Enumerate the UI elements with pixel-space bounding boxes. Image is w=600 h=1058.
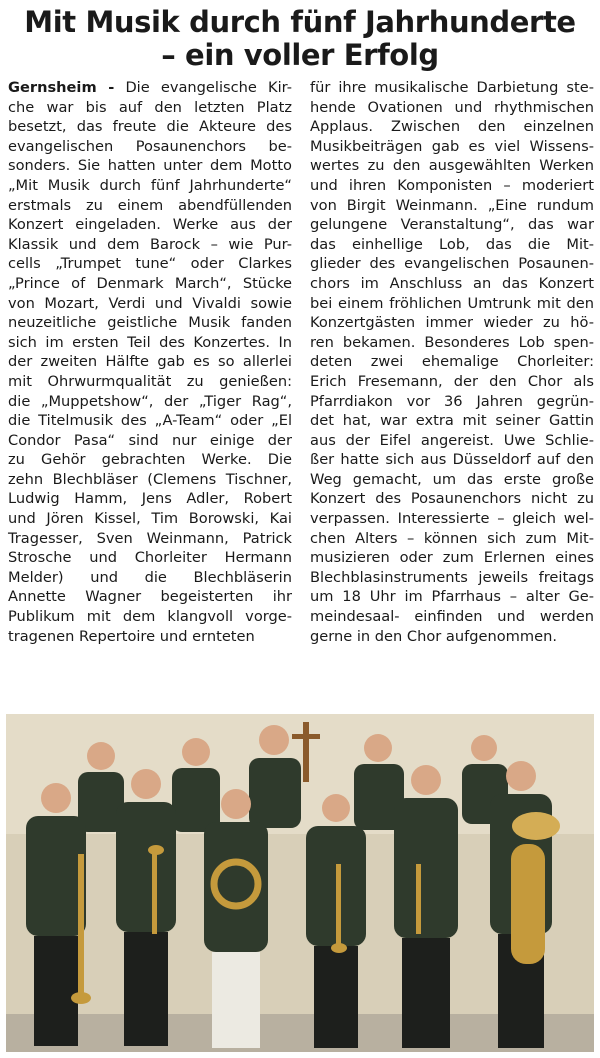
article-line: che war bis auf den letzten Platz <box>8 98 292 116</box>
article-line: von Mozart, Verdi und Vivaldi sowie <box>8 294 292 312</box>
group-photo-image <box>6 714 594 1052</box>
article-line: und ihren Komponisten – moderiert <box>310 176 594 194</box>
article-line: meindesaal- einfinden und werden <box>310 608 594 626</box>
article-line: sonders. Sie hatten unter dem Motto <box>8 157 292 175</box>
headline-line-2: – ein voller Erfolg <box>161 38 439 72</box>
article-line: mit Ohrwurmqualität zu genießen: <box>8 372 292 390</box>
article-line: um 18 Uhr im Pfarrhaus – alter Ge- <box>310 588 594 606</box>
article-line: hende Ovationen und rhythmischen <box>310 98 594 116</box>
article-line: ren bekamen. Besonderes Lob spen- <box>310 333 594 351</box>
article-line: wertes zu den ausgewählten Werken <box>310 157 594 175</box>
article-line: das einhellige Lob, das die Mit- <box>310 235 594 253</box>
article-line: glieder des evangelischen Posaunen- <box>310 255 594 273</box>
article-line: Strosche und Chorleiter Hermann <box>8 549 292 567</box>
cross-icon <box>303 722 309 782</box>
article-line: Pfarrdiakon vor 36 Jahren gegrün- <box>310 392 594 410</box>
article-column-left <box>8 78 292 646</box>
article-line: die „Muppetshow“, der „Tiger Rag“, <box>8 392 292 410</box>
article-line: Publikum mit dem klangvoll vorge- <box>8 608 292 626</box>
article-line: Melder) und die Blechbläserin <box>8 568 292 586</box>
group-photo <box>6 714 594 1052</box>
article-line: tragenen Repertoire und ernteten <box>8 627 255 645</box>
article-line <box>8 78 292 98</box>
article-line: für ihre musikalische Darbietung ste- <box>310 79 594 96</box>
article-line: Konzertgästen immer wieder zu hö- <box>310 314 594 332</box>
article-line: Applaus. Zwischen den einzelnen <box>310 118 594 136</box>
article-line: Konzert des Posaunenchors nicht zu <box>310 490 594 508</box>
article-line: cells „Trumpet tune“ oder Clarkes <box>8 255 292 273</box>
article-line: Erich Fresemann, der den Chor als <box>310 372 594 390</box>
headline-line-1: Mit Musik durch fünf Jahrhunderte <box>24 5 576 39</box>
article-line: musizieren oder zum Erlernen eines <box>310 549 594 567</box>
headline <box>0 6 600 72</box>
article-line: evangelischen Posaunenchors be- <box>8 137 292 155</box>
article-line: gerne in den Chor aufgenommen. <box>310 627 557 645</box>
dateline: Gernsheim - <box>8 79 115 96</box>
article-line: die Titelmusik des „A-Team“ oder „El <box>8 412 292 430</box>
article-column-right <box>310 78 594 646</box>
article-line: chen Alters – können sich zum Mit- <box>310 529 594 547</box>
article-line: aus der Eifel angereist. Uwe Schlie- <box>310 431 594 449</box>
article-line: ßer hatte sich aus Düsseldorf auf den <box>310 451 594 469</box>
article-line: Weg gemacht, um das erste große <box>310 470 594 488</box>
article-line: Musikbeiträgen gab es viel Wissens- <box>310 137 594 155</box>
article-line: „Mit Musik durch fünf Jahrhunderte“ <box>8 176 292 194</box>
article-line: Konzert eingeladen. Werke aus der <box>8 216 292 234</box>
article-line: Klassik und dem Barock – wie Pur- <box>8 235 292 253</box>
cross-beam <box>292 734 320 739</box>
article-line: bei einem fröhlichen Umtrunk mit den <box>310 294 594 312</box>
article-line: von Birgit Weinmann. „Eine rundum <box>310 196 594 214</box>
article-line: det hat, war extra mit seiner Gattin <box>310 412 594 430</box>
article-line: zu Gehör gebrachten Werke. Die <box>8 451 292 469</box>
article-line: verpassen. Interessierte – gleich wel- <box>310 510 594 528</box>
article-line-text: Die evangelische Kir- <box>114 79 292 96</box>
article-line: gelungene Veranstaltung“, das war <box>310 216 594 234</box>
article-line: Tragesser, Sven Weinmann, Patrick <box>8 529 292 547</box>
article-line: neuzeitliche geistliche Musik fanden <box>8 314 292 332</box>
article-line: Annette Wagner begeisterten ihr <box>8 588 292 606</box>
article-line: besetzt, das freute die Akteure des <box>8 118 292 136</box>
article-line: Ludwig Hamm, Jens Adler, Robert <box>8 490 292 508</box>
article-line: der zweiten Hälfte gab es so allerlei <box>8 353 292 371</box>
article-line: erstmals zu einem abendfüllenden <box>8 196 292 214</box>
article-line: sich im ersten Teil des Konzertes. In <box>8 333 292 351</box>
article-line: Blechblasinstruments jeweils freitags <box>310 568 594 586</box>
article-line: deten zwei ehemalige Chorleiter: <box>310 353 594 371</box>
article-line: chors im Anschluss an das Konzert <box>310 274 594 292</box>
article-line: Condor Pasa“ sind nur einige der <box>8 431 292 449</box>
article-line: zehn Blechbläser (Clemens Tischner, <box>8 470 292 488</box>
article-line: und Jören Kissel, Tim Borowski, Kai <box>8 510 292 528</box>
article-line: „Prince of Denmark March“, Stücke <box>8 274 292 292</box>
